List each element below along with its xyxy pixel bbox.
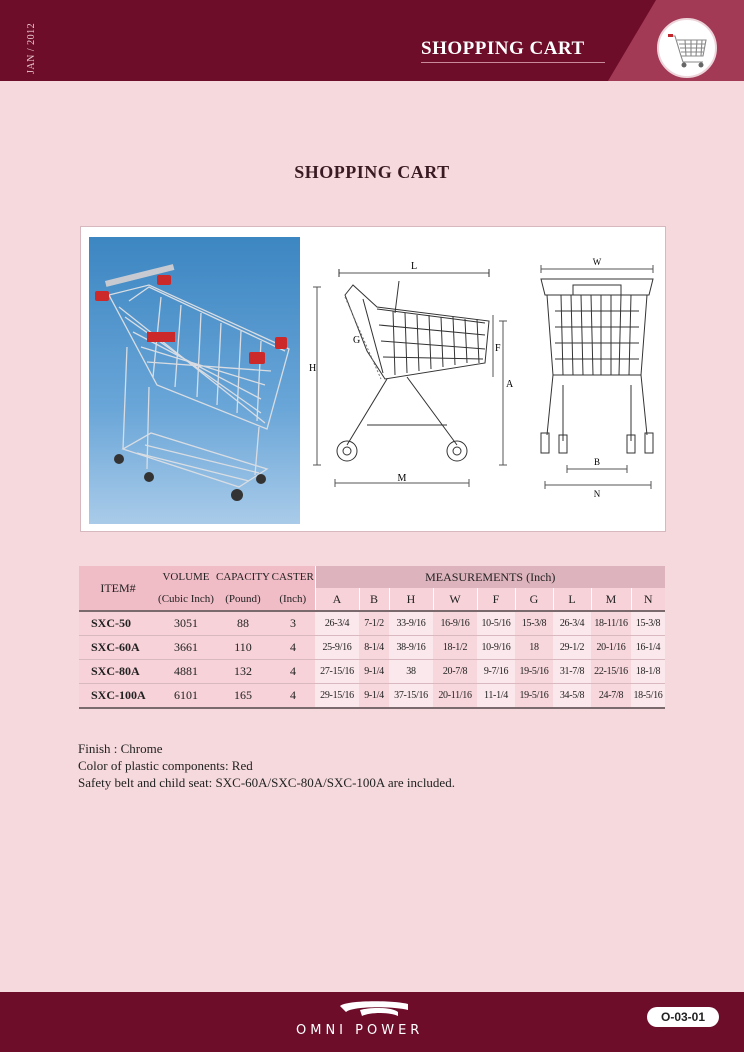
- header-bar: [0, 0, 744, 81]
- table-row: [79, 611, 665, 636]
- cell-capacity: 165: [215, 684, 271, 709]
- cell-item: SXC-100A: [79, 684, 157, 709]
- cart-photo: [89, 237, 300, 524]
- cell-w: 20-11/16: [433, 684, 477, 709]
- col-header-item: ITEM#: [79, 566, 157, 611]
- front-view-drawing: [533, 255, 661, 523]
- col-header-w: W: [433, 588, 477, 611]
- cell-l: 34-5/8: [553, 684, 591, 709]
- cell-f: 10-5/16: [477, 611, 515, 636]
- cell-g: 18: [515, 636, 553, 660]
- cell-b: 9-1/4: [359, 684, 389, 709]
- note-finish: Finish : Chrome: [78, 741, 163, 756]
- cell-item: SXC-50: [79, 611, 157, 636]
- page-title: SHOPPING CART: [294, 162, 450, 182]
- cell-volume: 3661: [157, 636, 215, 660]
- cell-g: 19-5/16: [515, 684, 553, 709]
- dim-label-f: F: [495, 343, 501, 354]
- table-row: [79, 684, 665, 709]
- cell-caster: 4: [271, 684, 315, 709]
- note-safety-belt: Safety belt and child seat: SXC-60A/SXC-80A/SXC-100A are included.: [78, 775, 455, 790]
- cell-n: 15-3/8: [631, 611, 665, 636]
- cell-capacity: 132: [215, 660, 271, 684]
- col-header-b: B: [359, 588, 389, 611]
- cell-item: SXC-60A: [79, 636, 157, 660]
- cell-m: 22-15/16: [591, 660, 631, 684]
- cell-w: 20-7/8: [433, 660, 477, 684]
- cell-b: 9-1/4: [359, 660, 389, 684]
- col-header-f: F: [477, 588, 515, 611]
- cell-volume: 6101: [157, 684, 215, 709]
- cell-g: 19-5/16: [515, 660, 553, 684]
- dim-label-w: W: [592, 257, 602, 267]
- note-plastic-color: Color of plastic components: Red: [78, 758, 253, 773]
- cell-m: 24-7/8: [591, 684, 631, 709]
- shopping-cart-icon: [657, 18, 717, 78]
- col-header-m: M: [591, 588, 631, 611]
- cell-capacity: 110: [215, 636, 271, 660]
- dim-label-l: L: [410, 261, 418, 272]
- dim-label-h: H: [309, 363, 317, 374]
- header-title-underline: [421, 62, 605, 63]
- dim-label-n: N: [593, 489, 601, 499]
- col-unit-capacity: (Pound): [215, 588, 271, 611]
- col-unit-caster: (Inch): [271, 588, 315, 611]
- page-number: O-03-01: [647, 1007, 719, 1027]
- cell-a: 26-3/4: [315, 611, 359, 636]
- cell-w: 16-9/16: [433, 611, 477, 636]
- col-header-l: L: [553, 588, 591, 611]
- cell-capacity: 88: [215, 611, 271, 636]
- cell-n: 18-5/16: [631, 684, 665, 709]
- col-header-capacity: CAPACITY: [215, 566, 271, 588]
- cell-l: 31-7/8: [553, 660, 591, 684]
- omni-power-logo: [300, 998, 450, 1046]
- cell-caster: 3: [271, 611, 315, 636]
- side-view-drawing: [307, 255, 517, 523]
- cell-b: 8-1/4: [359, 636, 389, 660]
- cell-l: 29-1/2: [553, 636, 591, 660]
- col-unit-volume: (Cubic Inch): [157, 588, 215, 611]
- cell-caster: 4: [271, 660, 315, 684]
- cell-h: 37-15/16: [389, 684, 433, 709]
- col-header-caster: CASTER: [271, 566, 315, 588]
- col-header-g: G: [515, 588, 553, 611]
- logo-wordmark: OMNI POWER: [296, 1023, 424, 1038]
- header-title: SHOPPING CART: [421, 38, 585, 59]
- cell-volume: 3051: [157, 611, 215, 636]
- cell-m: 18-11/16: [591, 611, 631, 636]
- cell-w: 18-1/2: [433, 636, 477, 660]
- col-header-n: N: [631, 588, 665, 611]
- col-header-a: A: [315, 588, 359, 611]
- cell-a: 29-15/16: [315, 684, 359, 709]
- cell-f: 11-1/4: [477, 684, 515, 709]
- col-header-h: H: [389, 588, 433, 611]
- spec-table: [79, 566, 665, 709]
- cell-volume: 4881: [157, 660, 215, 684]
- product-figure-panel: [80, 226, 666, 532]
- cell-m: 20-1/16: [591, 636, 631, 660]
- dim-label-b: B: [593, 457, 601, 467]
- issue-date: JAN / 2012: [26, 22, 37, 74]
- cell-caster: 4: [271, 636, 315, 660]
- table-row: [79, 636, 665, 660]
- table-row: [79, 660, 665, 684]
- col-header-volume: VOLUME: [157, 566, 215, 588]
- cell-h: 38-9/16: [389, 636, 433, 660]
- cell-b: 7-1/2: [359, 611, 389, 636]
- product-notes: [78, 740, 455, 791]
- cell-a: 25-9/16: [315, 636, 359, 660]
- dim-label-g: G: [353, 335, 361, 346]
- cell-g: 15-3/8: [515, 611, 553, 636]
- dim-label-a: A: [506, 379, 514, 390]
- cell-h: 33-9/16: [389, 611, 433, 636]
- col-header-measurements: MEASUREMENTS (Inch): [315, 566, 665, 588]
- cell-f: 10-9/16: [477, 636, 515, 660]
- cell-f: 9-7/16: [477, 660, 515, 684]
- cell-l: 26-3/4: [553, 611, 591, 636]
- cell-n: 18-1/8: [631, 660, 665, 684]
- cell-n: 16-1/4: [631, 636, 665, 660]
- dim-label-m: M: [397, 473, 407, 484]
- cell-item: SXC-80A: [79, 660, 157, 684]
- cell-a: 27-15/16: [315, 660, 359, 684]
- cell-h: 38: [389, 660, 433, 684]
